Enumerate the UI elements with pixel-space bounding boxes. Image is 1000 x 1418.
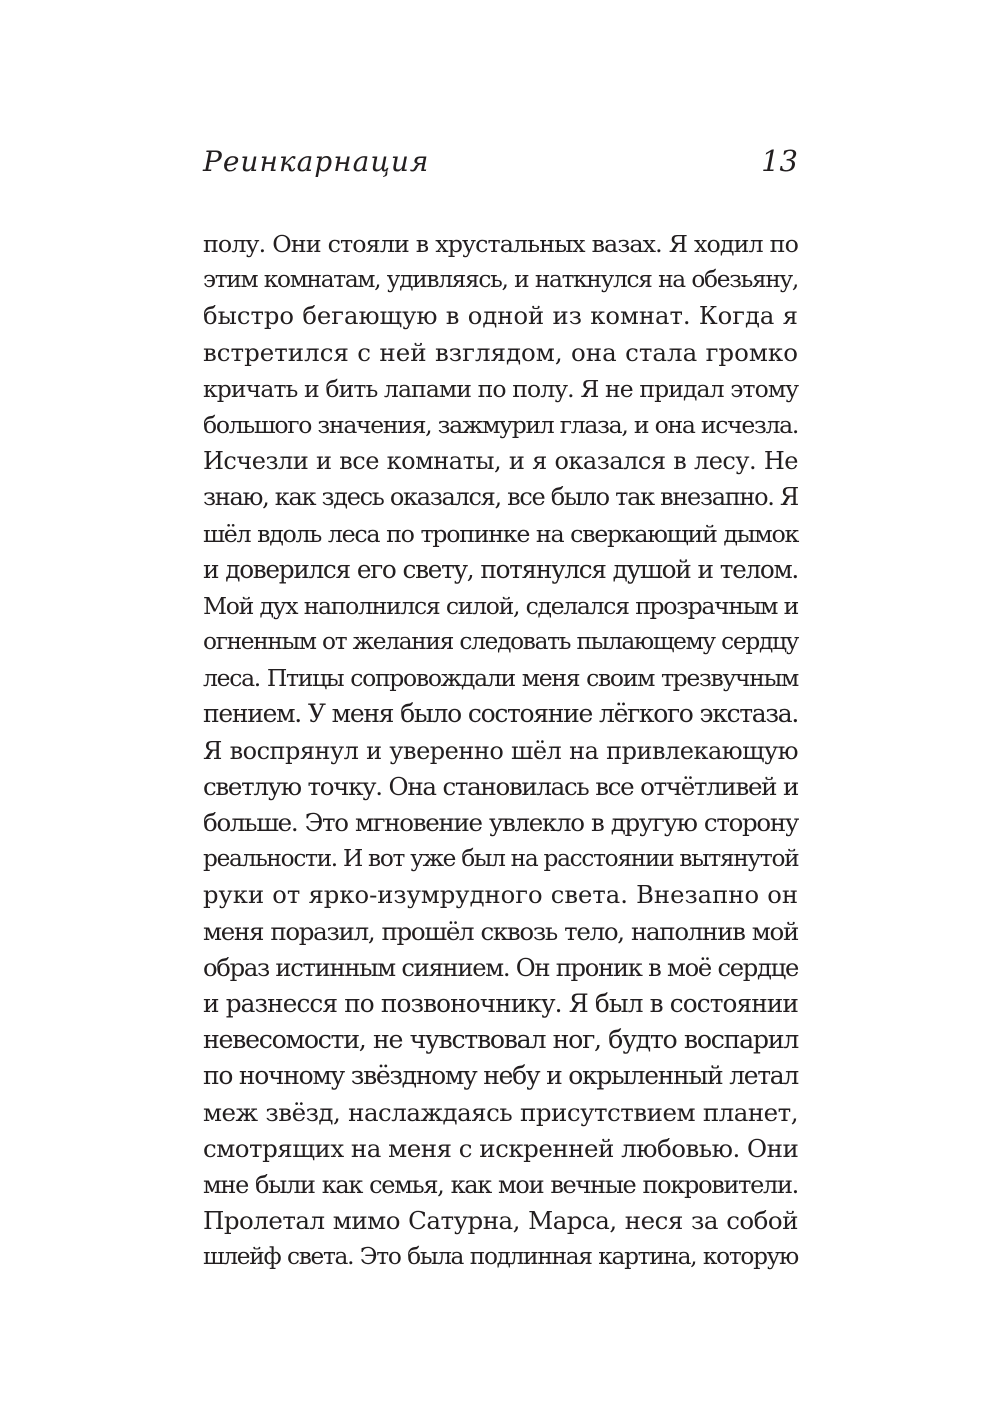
text-line: светлую точку. Она становилась все отчётливей и [203,771,798,801]
text-line: встретился с ней взглядом, она стала громко [203,337,798,367]
text-line: смотрящих на меня с искренней любовью. Они [203,1133,799,1163]
body-text [203,226,798,1275]
text-line: этим комнатам, удивляясь, и наткнулся на обезьяну, [203,266,798,294]
text-line: больше. Это мгновение увлекло в другую сторону [203,808,798,837]
running-head-title: Реинкарнация [203,145,430,178]
text-line: большого значения, зажмурил глаза, и она исчезла. [203,410,798,439]
text-line: полу. Они стояли в хрустальных вазах. Я ходил по [203,230,798,258]
text-line: реальности. И вот уже был на расстоянии вытянутой [203,845,799,873]
text-line: Исчезли и все комнаты, и я оказался в лесу. Не [203,447,798,476]
text-line: шёл вдоль леса по тропинке на сверкающий дымок [203,519,798,548]
running-head [203,144,798,184]
text-line: по ночному звёздному небу и окрыленный летал [203,1061,798,1091]
text-line: Мой дух наполнился силой, сделался прозрачным и [203,591,798,620]
text-line: меня поразил, прошёл сквозь тело, наполнив мой [203,916,798,946]
text-line: шлейф света. Это была подлинная картина, которую [203,1243,798,1271]
text-line: невесомости, не чувствовал ног, будто воспарил [203,1025,798,1055]
text-line: и разнесся по позвоночнику. Я был в состоянии [203,988,798,1018]
text-line: огненным от желания следовать пылающему сердцу [203,628,798,656]
text-line: быстро бегающую в одной из комнат. Когда я [203,301,798,331]
text-line: меж звёзд, наслаждаясь присутствием планет, [203,1097,798,1127]
text-line: и доверился его свету, потянулся душой и телом. [203,554,798,584]
text-line: Пролетал мимо Сатурна, Марса, неся за собой [203,1206,798,1236]
text-line: леса. Птицы сопровождали меня своим трезвучным [203,664,798,693]
text-line: образ истинным сиянием. Он проник в моё сердце [203,952,798,982]
text-line: пением. У меня было состояние лёгкого экстаза. [203,699,798,729]
text-line: мне были как семья, как мои вечные покровители. [203,1170,798,1199]
text-line: знаю, как здесь оказался, все было так внезапно. Я [203,483,799,512]
text-line: кричать и бить лапами по полу. Я не придал этому [203,374,799,403]
text-line: Я воспрянул и уверенно шёл на привлекающую [203,736,798,765]
text-line: руки от ярко-изумрудного света. Внезапно он [203,880,798,910]
page-number: 13 [761,144,798,178]
